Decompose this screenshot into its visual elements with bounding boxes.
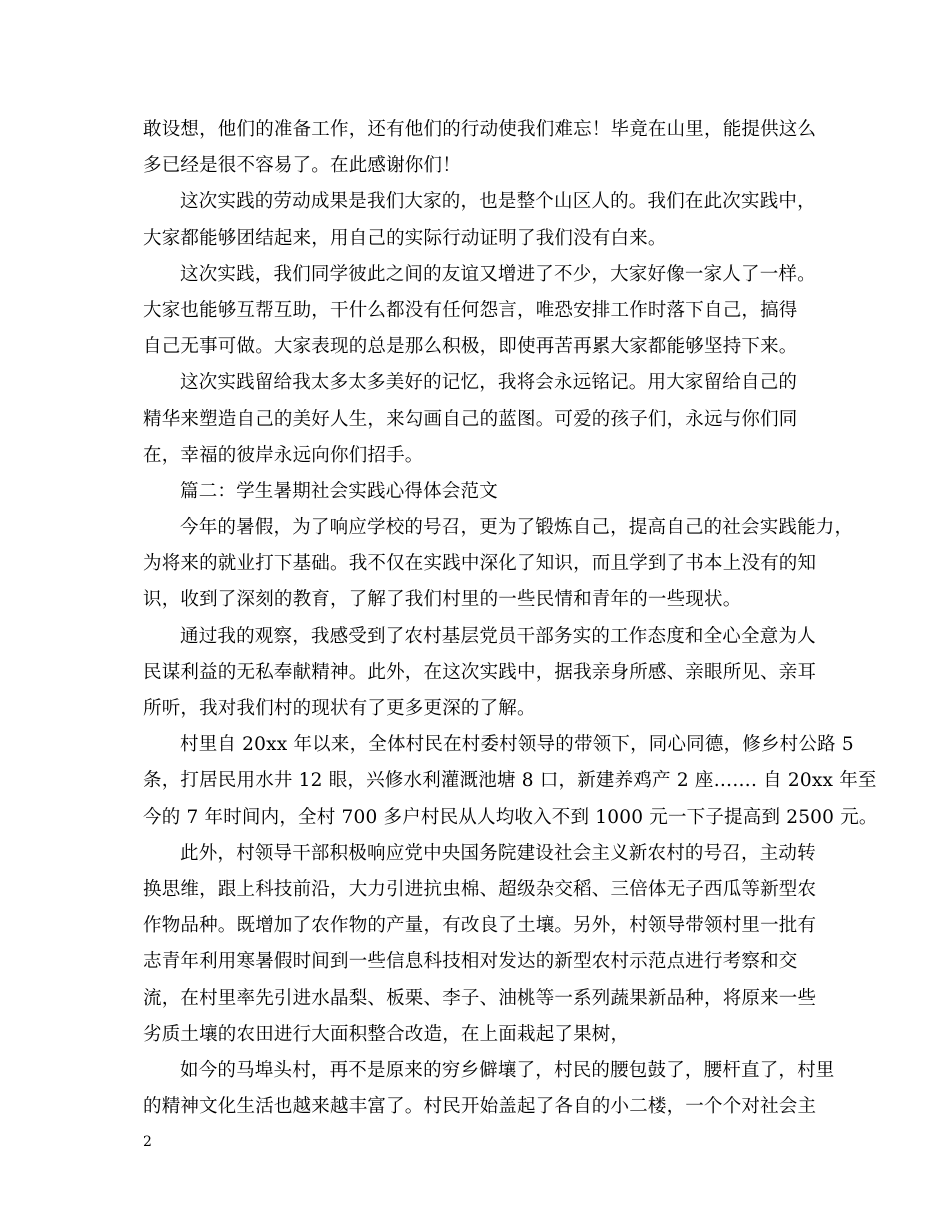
page-number: 2 (143, 1134, 152, 1150)
paragraph (143, 619, 817, 728)
text-line: 大家都能够团结起来，用自己的实际行动证明了我们没有白来。 (143, 227, 667, 249)
paragraph (143, 727, 878, 836)
text-line: 此外，村领导干部积极响应党中央国务院建设社会主义新农村的号召，主动转 (180, 842, 816, 864)
text-line: 作物品种。既增加了农作物的产量，有改良了土壤。另外，村领导带领村里一批有 (143, 915, 817, 937)
paragraph (143, 365, 809, 474)
paragraph (143, 112, 817, 184)
paragraph (143, 1053, 835, 1125)
text-line: 条，打居民用水井 12 眼，兴修水利灌溉池塘 8 口，新建养鸡产 2 座……. 自 20xx 年至 (143, 770, 877, 792)
text-line: 精华来塑造自己的美好人生，来勾画自己的蓝图。可爱的孩子们，永远与你们同 (143, 408, 798, 430)
text-line: 为将来的就业打下基础。我不仅在实践中深化了知识，而且学到了书本上没有的知 (143, 553, 817, 575)
text-line: 在，幸福的彼岸永远向你们招手。 (143, 444, 424, 466)
paragraph (143, 836, 817, 1053)
paragraph (143, 474, 809, 510)
text-line: 多已经是很不容易了。在此感谢你们！ (143, 155, 461, 177)
text-line: 如今的马埠头村，再不是原来的穷乡僻壤了，村民的腰包鼓了，腰杆直了，村里 (180, 1059, 835, 1081)
text-line: 今年的暑假，为了响应学校的号召，更为了锻炼自己，提高自己的社会实践能力， (180, 517, 854, 539)
text-line: 劣质土壤的农田进行大面积整合改造，在上面栽起了果树， (143, 1023, 630, 1045)
text-line: 敢设想，他们的准备工作，还有他们的行动使我们难忘！毕竟在山里，能提供这么 (143, 119, 817, 140)
text-line: 志青年利用寒暑假时间到一些信息科技相对发达的新型农村示范点进行考察和交 (143, 951, 798, 973)
document-body (143, 112, 878, 1125)
text-line: 流，在村里率先引进水晶梨、板栗、李子、油桃等一系列蔬果新品种，将原来一些 (143, 987, 817, 1009)
text-line: 这次实践，我们同学彼此之间的友谊又增进了不少，大家好像一家人了一样。 (180, 263, 816, 285)
text-line: 的精神文化生活也越来越丰富了。村民开始盖起了各自的小二楼，一个个对社会主 (143, 1096, 817, 1118)
text-line: 今的 7 年时间内，全村 700 多户村民从人均收入不到 1000 元一下子提高到 2500 元。 (143, 806, 878, 828)
paragraph (143, 257, 816, 366)
text-line: 村里自 20xx 年以来，全体村民在村委村领导的带领下，同心同德，修乡村公路 5 (180, 734, 854, 756)
paragraph (143, 184, 816, 256)
text-line: 通过我的观察，我感受到了农村基层党员干部务实的工作态度和全心全意为人 (180, 625, 816, 647)
text-line: 所听，我对我们村的现状有了更多更深的了解。 (143, 698, 536, 719)
text-line: 这次实践留给我太多太多美好的记忆，我将会永远铭记。用大家留给自己的 (180, 372, 798, 394)
text-line: 民谋利益的无私奉献精神。此外，在这次实践中，据我亲身所感、亲眼所见、亲耳 (143, 661, 817, 683)
text-line: 这次实践的劳动成果是我们大家的，也是整个山区人的。我们在此次实践中， (180, 191, 816, 213)
text-line: 自己无事可做。大家表现的总是那么积极，即使再苦再累大家都能够坚持下来。 (143, 336, 798, 358)
text-line: 识，收到了深刻的教育，了解了我们村里的一些民情和青年的一些现状。 (143, 589, 742, 611)
text-line: 篇二：学生暑期社会实践心得体会范文 (180, 480, 498, 502)
text-line: 换思维，跟上科技前沿，大力引进抗虫棉、超级杂交稻、三倍体无子西瓜等新型农 (143, 878, 817, 900)
paragraph (143, 510, 854, 619)
text-line: 大家也能够互帮互助，干什么都没有任何怨言，唯恐安排工作时落下自己，搞得 (143, 299, 798, 321)
